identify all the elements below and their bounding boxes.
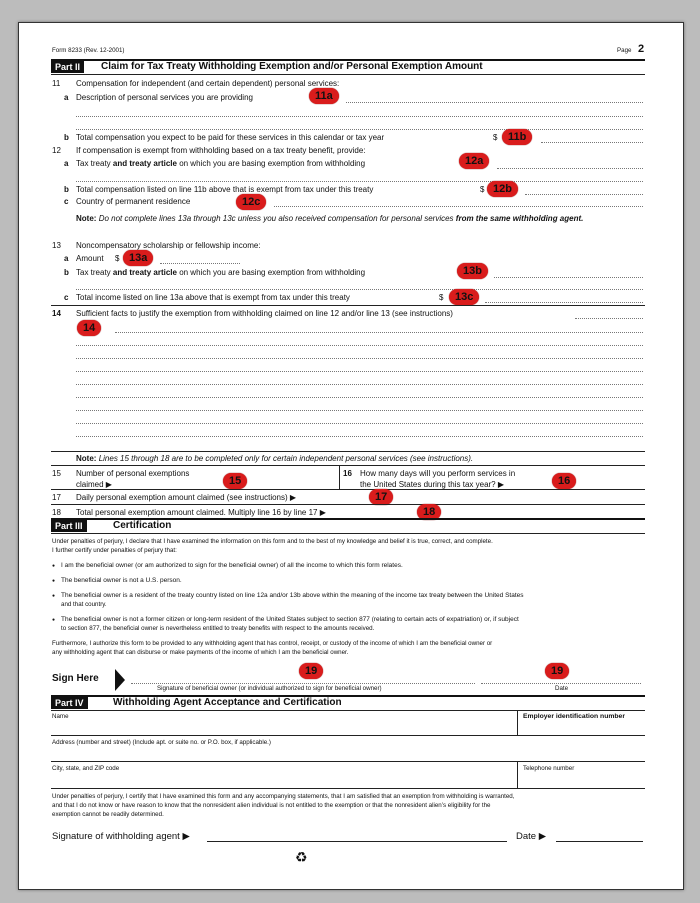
field-11b[interactable] [541, 142, 643, 143]
badge-11a: 11a [309, 88, 339, 104]
cert-intro-1: Under penalties of perjury, I declare that I have examined the information on this form and to the best of my knowledge and belief it is true, correct, and complete. [52, 538, 493, 545]
agent-cert-3: exemption cannot be readily determined. [52, 811, 164, 818]
field-11a[interactable] [346, 102, 643, 103]
line-12b-label: Total compensation listed on line 11b above that is exempt from tax under this treaty [76, 185, 374, 194]
line-12b-letter: b [64, 185, 69, 194]
cert-furthermore-1: Furthermore, I authorize this form to be provided to any withholding agent that has control, receipt, or custody of the income of which I am the beneficial owner or [52, 640, 493, 647]
line-15-num: 15 [52, 469, 61, 478]
field-13b[interactable] [494, 277, 643, 278]
address-label: Address (number and street) (Include apt. or suite no. or P.O. box, if applicable.) [52, 739, 271, 746]
line-12a-letter: a [64, 159, 69, 168]
note-2: Note: Lines 15 through 18 are to be completed only for certain independent personal services (see instructions). [76, 454, 474, 463]
agent-date-field[interactable] [556, 841, 643, 842]
badge-19-signature: 19 [299, 663, 323, 679]
field-12a[interactable] [497, 168, 643, 169]
line-17-label: Daily personal exemption amount claimed (see instructions) ▶ [76, 493, 297, 502]
field-14-line10[interactable] [76, 436, 643, 437]
field-14-line4[interactable] [76, 358, 643, 359]
part3-title: Certification [113, 520, 172, 531]
badge-13b: 13b [457, 263, 488, 279]
dollar-12b: $ [480, 185, 485, 194]
dollar-13c: $ [439, 293, 444, 302]
beneficial-owner-signature-field[interactable] [131, 683, 475, 684]
agent-signature-label: Signature of withholding agent ▶ [52, 831, 190, 842]
badge-15: 15 [223, 473, 247, 489]
cert-bullet-1: ● I am the beneficial owner (or am authorized to sign for the beneficial owner) of all the income to which this form relates. [61, 562, 403, 569]
line-12c-letter: c [64, 197, 69, 206]
part3-tag: Part III [51, 520, 87, 532]
cert-bullet-2: ● The beneficial owner is not a U.S. person. [61, 577, 182, 584]
note-1: Note: Do not complete lines 13a through 13c unless you also received compensation for personal services from the same withholding agent. [76, 214, 584, 223]
line-11a-label: Description of personal services you are providing [76, 93, 253, 102]
line-16-label-a: How many days will you perform services in [360, 469, 516, 478]
field-12a-line2[interactable] [76, 181, 643, 182]
line-18-label: Total personal exemption amount claimed. Multiply line 16 by line 17 ▶ [76, 508, 326, 517]
agent-date-label: Date ▶ [516, 831, 547, 842]
field-14-line6[interactable] [76, 384, 643, 385]
line-17-num: 17 [52, 493, 61, 502]
page-label: Page [617, 47, 632, 54]
cert-intro-2: I further certify under penalties of perjury that: [52, 547, 177, 554]
part4-tag: Part IV [51, 697, 88, 709]
line-12a-label: Tax treaty and treaty article on which you are basing exemption from withholding [76, 159, 366, 168]
field-11a-line3[interactable] [76, 129, 643, 130]
line-11-num: 11 [52, 79, 61, 88]
line-13a-letter: a [64, 254, 69, 263]
field-12b[interactable] [525, 194, 643, 195]
badge-11b: 11b [502, 129, 532, 145]
line-13a-label: Amount [76, 254, 104, 263]
line-11b-letter: b [64, 133, 69, 142]
line-13-num: 13 [52, 241, 61, 250]
field-14-line7[interactable] [76, 397, 643, 398]
line-15-label-b: claimed ▶ [76, 480, 112, 489]
line-12c-label: Country of permanent residence [76, 197, 191, 206]
line-13b-letter: b [64, 268, 69, 277]
dollar-13a: $ [115, 254, 120, 263]
field-13b-line2[interactable] [76, 289, 643, 290]
badge-18: 18 [417, 504, 441, 520]
badge-14: 14 [77, 320, 101, 336]
agent-signature-field[interactable] [207, 841, 507, 842]
form-page [18, 22, 684, 890]
date-caption: Date [555, 685, 569, 692]
line-16-label-b: the United States during this tax year? ▶ [360, 480, 505, 489]
line-16-num: 16 [343, 469, 352, 478]
line-13c-letter: c [64, 293, 69, 302]
badge-16: 16 [552, 473, 576, 489]
line-13-label: Noncompensatory scholarship or fellowship income: [76, 241, 261, 250]
line-12-label: If compensation is exempt from withholding based on a tax treaty benefit, provide: [76, 146, 366, 155]
part2-title: Claim for Tax Treaty Withholding Exemption and/or Personal Exemption Amount [101, 61, 483, 72]
cert-furthermore-2: any withholding agent that can disburse or make payments of the income of which I am the beneficial owner. [52, 649, 349, 656]
page-number: 2 [638, 43, 645, 55]
line-14-label: Sufficient facts to justify the exemption from withholding claimed on line 12 and/or line 13 (see instructions) [76, 309, 453, 318]
beneficial-owner-date-field[interactable] [481, 683, 641, 684]
badge-13c: 13c [449, 289, 479, 305]
form-id: Form 8233 (Rev. 12-2001) [52, 47, 125, 54]
cert-bullet-3-cont: and that country. [61, 601, 107, 608]
field-12c[interactable] [274, 206, 643, 207]
dollar-11b: $ [493, 133, 498, 142]
field-14-line9[interactable] [76, 423, 643, 424]
agent-cert-1: Under penalties of perjury, I certify that I have examined this form and any accompanying statements, that I am satisfied that an exemption from withholding is warranted, [52, 793, 515, 800]
line-11b-label: Total compensation you expect to be paid for these services in this calendar or tax year [76, 133, 385, 142]
line-11a-letter: a [64, 93, 69, 102]
part4-title: Withholding Agent Acceptance and Certification [113, 697, 342, 708]
line-12-num: 12 [52, 146, 61, 155]
field-14-line8[interactable] [76, 410, 643, 411]
city-label: City, state, and ZIP code [52, 765, 120, 772]
ein-label: Employer identification number [523, 713, 625, 720]
recycle-icon: ♻ [295, 849, 308, 865]
phone-label: Telephone number [523, 765, 575, 772]
line-13b-label: Tax treaty and treaty article on which you are basing exemption from withholding [76, 268, 366, 277]
badge-12a: 12a [459, 153, 489, 169]
line-15-label-a: Number of personal exemptions [76, 469, 190, 478]
sign-arrow-icon [115, 669, 127, 691]
name-label: Name [52, 713, 69, 720]
field-14[interactable] [575, 318, 643, 319]
field-11a-line2[interactable] [76, 116, 643, 117]
line-11-label: Compensation for independent (and certain dependent) personal services: [76, 79, 340, 88]
field-14-line5[interactable] [76, 371, 643, 372]
field-14-line2[interactable] [115, 332, 643, 333]
field-13c[interactable] [485, 302, 643, 303]
badge-17: 17 [369, 489, 393, 505]
line-13c-label: Total income listed on line 13a above that is exempt from tax under this treaty [76, 293, 350, 302]
badge-19-date: 19 [545, 663, 569, 679]
badge-12b: 12b [487, 181, 518, 197]
part2-tag: Part II [51, 61, 84, 73]
badge-13a: 13a [123, 250, 153, 266]
sign-here-label: Sign Here [52, 673, 99, 684]
cert-bullet-4: ● The beneficial owner is not a former citizen or long-term resident of the United States subject to section 877 (relating to certain acts of expatriation) or, if subject [61, 616, 519, 623]
badge-12c: 12c [236, 194, 266, 210]
cert-bullet-4-cont: to section 877, the beneficial owner is nevertheless entitled to treaty benefits with respect to the amounts received. [61, 625, 375, 632]
line-18-num: 18 [52, 508, 61, 517]
field-14-line3[interactable] [76, 345, 643, 346]
signature-caption: Signature of beneficial owner (or individual authorized to sign for beneficial owner) [157, 685, 382, 692]
line-14-num: 14 [52, 309, 61, 318]
field-13a[interactable] [160, 263, 240, 264]
cert-bullet-3: ● The beneficial owner is a resident of the treaty country listed on line 12a and/or 13b above within the meaning of the income tax treaty between the United States [61, 592, 524, 599]
agent-cert-2: and that I do not know or have reason to know that the nonresident alien individual is not entitled to the exemption or that the nonresident alien’s eligibility for the [52, 802, 491, 809]
